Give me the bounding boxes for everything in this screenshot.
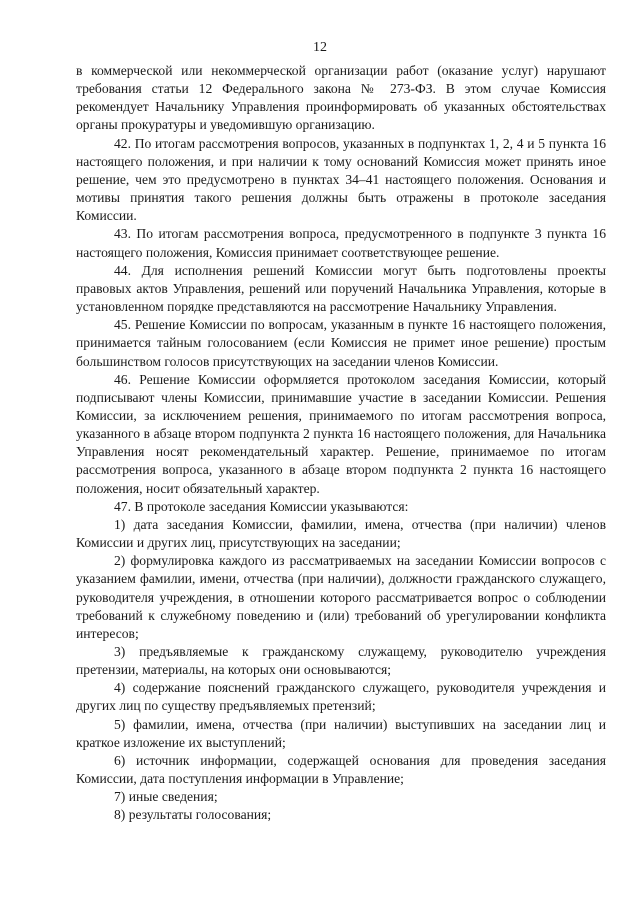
list-item-7: 7) иные сведения; <box>114 789 218 805</box>
list-item-8: 8) результаты голосования; <box>114 807 272 823</box>
paragraph-46: 46. Решение Комиссии оформляется протоколом заседания Комиссии, который подписывают члены Комиссии, принимавшие участие в заседании Комиссии. Решения Комиссии, за исключением решения, принимаемого по итогам рассмотрения вопроса, указанного в абзаце втором подпункта 2 пункта 16 настоящего положения, для Начальника Управления носят рекомендательный характер. Решение, принимаемое по итогам рассмотрения вопроса, указанного в абзаце втором подпункта 2 пункта 16 настоящего положения, носит обязательный характер. <box>76 371 606 496</box>
document-body <box>76 62 606 825</box>
page-number: 12 <box>313 40 327 55</box>
paragraph-43: 43. По итогам рассмотрения вопроса, предусмотренного в подпункте 3 пункта 16 настоящего положения, Комиссия принимает соответствующее решение. <box>76 226 606 260</box>
list-item-1: 1) дата заседания Комиссии, фамилии, имена, отчества (при наличии) членов Комиссии и других лиц, присутствующих на заседании; <box>76 516 606 551</box>
paragraph-45: 45. Решение Комиссии по вопросам, указанным в пункте 16 настоящего положения, принимается тайным голосованием (если Комиссия не примет иное решение) простым большинством голосов присутствующих на заседании членов Комиссии. <box>76 317 606 369</box>
paragraph-44: 44. Для исполнения решений Комиссии могут быть подготовлены проекты правовых актов Управления, решений или поручений Начальника Управления, которые в установленном порядке представляются на рассмотрение Начальнику Управления. <box>76 262 606 315</box>
paragraph-47: 47. В протоколе заседания Комиссии указываются: <box>114 498 409 514</box>
list-item-4: 4) содержание пояснений гражданского служащего, руководителя учреждения и других лиц по существу предъявляемых претензий; <box>76 680 606 714</box>
paragraph-42: 42. По итогам рассмотрения вопросов, указанных в подпунктах 1, 2, 4 и 5 пункта 16 настоящего положения, и при наличии к тому оснований Комиссия может принять иное решение, чем это предусмотрено в пунктах 34–41 настоящего положения. Основания и мотивы принятия такого решения должны быть отражены в протоколе заседания Комиссии. <box>76 135 606 224</box>
list-item-5: 5) фамилии, имена, отчества (при наличии) выступивших на заседании лиц и краткое изложение их выступлений; <box>76 716 606 750</box>
list-item-2: 2) формулировка каждого из рассматриваемых на заседании Комиссии вопросов с указанием фамилии, имени, отчества (при наличии), должности гражданского служащего, руководителя учреждения, в отношении которого рассматривается вопрос о соблюдении требований к служебному поведению и (или) требований об урегулировании конфликта интересов; <box>76 553 606 641</box>
list-item-3: 3) предъявляемые к гражданскому служащему, руководителю учреждения претензии, материалы, на которых они основываются; <box>76 644 606 678</box>
list-item-6: 6) источник информации, содержащей основания для проведения заседания Комиссии, дата поступления информации в Управление; <box>76 752 606 787</box>
paragraph-continuation: в коммерческой или некоммерческой организации работ (оказание услуг) нарушают требования статьи 12 Федерального закона № 273-ФЗ. В этом случае Комиссия рекомендует Начальнику Управления проинформировать об указанных обстоятельствах органы прокуратуры и уведомившую организацию. <box>76 63 606 133</box>
